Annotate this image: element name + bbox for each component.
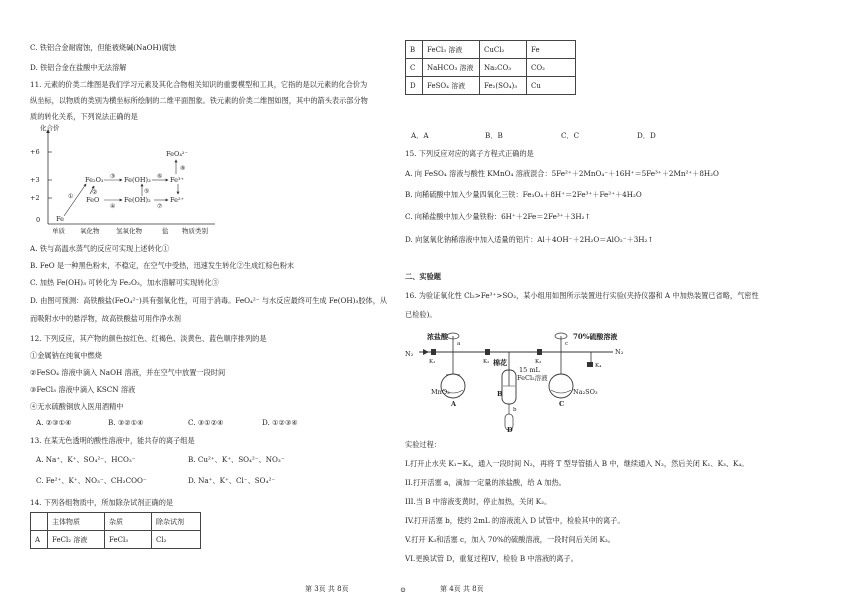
arrow-label-1: ① (68, 193, 74, 200)
q12-option-d: D. ①②③④ (262, 418, 298, 427)
table-header-cell: 主体物质 (48, 513, 105, 531)
q15-option-b: B. 向稀硫酸中加入少量四氧化三铁：Fe₃O₄＋8H⁺＝2Fe³⁺＋Fe²⁺＋4H₂O (405, 190, 642, 199)
step-5: V.打开 K₃和活塞 c，加入 70%的硫酸溶液，一段时间后关闭 K₃。 (405, 535, 615, 544)
table-row (406, 59, 576, 77)
label-k3: K₃ (535, 359, 542, 365)
q12-option-a: A. ②③①④ (36, 418, 72, 427)
table-header-cell: 除杂试剂 (152, 513, 201, 531)
label-n2-left: N₂ (405, 350, 414, 358)
xtick-hydroxide: 氢氧化物 (116, 227, 142, 235)
label-b: B (497, 390, 503, 398)
step-6: VI.更换试管 D，重复过程IV，检验 B 中溶液的离子。 (405, 554, 578, 563)
process-title: 实验过程： (405, 440, 441, 449)
q16-stem-line2: 已检验)。 (405, 310, 437, 319)
label-k4: K₄ (595, 363, 602, 369)
q11-option-b: B. FeO 是一种黑色粉末，不稳定，在空气中受热，迅速发生转化②生成红棕色粉末 (30, 261, 295, 270)
species-fe3: Fe³⁺ (170, 176, 185, 184)
q11-option-a: A. 铁与高温水蒸气的反应可实现上述转化① (30, 244, 170, 253)
table-cell: Na₂CO₃ (480, 59, 527, 77)
q14-table-part1 (30, 512, 201, 549)
q10-option-d: D. 铁铝合金在盐酸中无法溶解 (30, 63, 127, 72)
q13-stem: 13. 在某无色透明的酸性溶液中，能共存的离子组是 (30, 436, 195, 445)
q12-item-2: ②FeSO₄ 溶液中滴入 NaOH 溶液，并在空气中放置一段时间 (30, 368, 226, 377)
step-3: III.当 B 中溶液变黄时，停止加热，关闭 K₂。 (405, 497, 552, 506)
table-header-cell (31, 513, 48, 531)
species-fe: Fe (56, 215, 65, 223)
arrow-label-2: ② (92, 189, 98, 196)
xtick-element: 单质 (52, 227, 65, 235)
label-valve-b: b (513, 407, 517, 413)
arrow-label-3: ③ (110, 173, 116, 180)
q15-option-c: C. 向稀盐酸中加入少量铁粉：6H⁺＋2Fe＝2Fe³⁺＋3H₂↑ (405, 212, 591, 221)
iron-valence-diagram (30, 124, 220, 238)
table-cell: B (406, 41, 423, 59)
label-na2so3: Na₂SO₃ (573, 388, 598, 396)
label-cotton: 棉花 (493, 358, 507, 367)
table-cell: D (406, 77, 423, 95)
label-fecl2: FeCl₂溶液 (517, 374, 548, 382)
q14-table-part2 (405, 40, 576, 95)
q14-option-b: B．B (485, 131, 503, 140)
label-mno2: MnO₂ (431, 388, 450, 396)
species-feoh2: Fe(OH)₂ (124, 196, 151, 204)
q12-item-3: ③FeCl₃ 溶液中滴入 KSCN 溶液 (30, 385, 136, 394)
label-c: C (559, 400, 565, 408)
arrow-label-7: ⑦ (157, 203, 163, 210)
ytick-0: 0 (36, 216, 41, 224)
q11-option-d-cont: 而吸附水中的悬浮物，故高铁酸盐可用作净水剂 (30, 314, 181, 323)
label-k2: K₂ (483, 359, 490, 365)
label-conc-hcl: 浓盐酸 (427, 332, 448, 341)
label-volume: 15 mL (519, 366, 540, 374)
q12-option-c: C. ③①②④ (188, 418, 224, 427)
table-cell: FeCl₃ (105, 531, 152, 549)
q14-option-d: D．D (637, 131, 656, 140)
arrow-label-5: ⑤ (144, 188, 150, 195)
q15-stem: 15. 下列反应对应的离子方程式正确的是 (405, 149, 534, 158)
q13-option-a: A. Na⁺、K⁺、SO₄²⁻、HCO₃⁻ (36, 455, 136, 464)
table-cell: FeSO₄ 溶液 (423, 77, 480, 95)
q16-stem-line1: 16. 为验证氧化性 Cl₂>Fe³⁺>SO₂，某小组用如图所示装置进行实验(夹持仪器和 A 中加热装置已省略，气密性 (405, 291, 759, 300)
label-d: D (507, 426, 513, 434)
table-cell: Fe₂(SO₄)₃ (480, 77, 527, 95)
xtick-salt: 盐 (162, 227, 169, 235)
q11-option-c: C. 加热 Fe(OH)₃ 可转化为 Fe₂O₃，加水溶解可实现转化③ (30, 278, 219, 287)
section-heading: 二、实验题 (405, 272, 441, 281)
species-fe2: Fe²⁺ (170, 196, 185, 204)
species-feo: FeO (86, 196, 100, 204)
q13-option-c: C. Fe²⁺、K⁺、NO₃⁻、CH₃COO⁻ (36, 476, 147, 485)
q12-stem: 12. 下列反应，其产物的颜色按红色、红褐色、淡黄色、蓝色顺序排列的是 (30, 334, 267, 343)
q14-stem: 14. 下列各组物质中，所加除杂试剂正确的是 (30, 498, 174, 507)
step-2: II.打开活塞 a，滴加一定量的浓盐酸，给 A 加热。 (405, 478, 566, 487)
center-mark: ⊙ (400, 586, 406, 594)
table-row (31, 531, 201, 549)
table-cell: Fe (527, 41, 576, 59)
arrow-label-8: ⑧ (180, 165, 186, 172)
q14-option-a: A．A (411, 131, 429, 140)
table-header-row (31, 513, 201, 531)
q15-option-d: D. 向氢氧化钠稀溶液中加入适量的铝片：Al＋4OH⁻＋2H₂O＝AlO₂⁻＋3H₂↑ (405, 235, 654, 244)
diagram-ylabel: 化合价 (40, 124, 60, 132)
q12-item-1: ①金属钠在纯氧中燃烧 (30, 351, 102, 360)
table-cell: C (406, 59, 423, 77)
ytick-3: +3 (30, 176, 40, 184)
table-cell: CuCl₂ (480, 41, 527, 59)
label-valve-c: c (565, 341, 569, 347)
table-cell: A (31, 531, 48, 549)
q11-stem-line1: 11. 元素的价类二维图是我们学习元素及其化合物相关知识的重要模型和工具，它指的是以元素的化合价为 (30, 80, 368, 89)
table-row (406, 77, 576, 95)
xtick-oxide: 氧化物 (80, 227, 100, 235)
ytick-6: +6 (30, 148, 40, 156)
apparatus-diagram (405, 330, 645, 436)
q11-stem-line2: 纵坐标，以物质的类别为横坐标所绘制的二维平面图象。铁元素的价类二维图如图，其中的箭头表示部分物 (30, 96, 368, 105)
species-fe2o3: Fe₂O₃ (85, 176, 104, 184)
table-row (406, 41, 576, 59)
q13-option-d: D. Na⁺、K⁺、Cl⁻、SO₄²⁻ (188, 476, 276, 485)
footer-page-4: 第 4页 共 8页 (440, 585, 484, 593)
xtick-class: 物质类别 (182, 227, 208, 235)
q10-option-c: C. 铁铝合金耐腐蚀，但能被烧碱(NaOH)腐蚀 (30, 43, 176, 52)
arrow-label-6: ⑥ (157, 173, 163, 180)
q15-option-a: A. 向 FeSO₄ 溶液与酸性 KMnO₄ 溶液混合：5Fe²⁺＋2MnO₄⁻＋16H⁺＝5Fe³⁺＋2Mn²⁺＋8H₂O (405, 169, 719, 178)
q12-item-4: ④无水硫酸铜放入医用酒精中 (30, 402, 124, 411)
label-h2so4: 70%硫酸溶液 (573, 332, 618, 341)
table-cell: FeCl₂ 溶液 (48, 531, 105, 549)
species-feo4: FeO₄²⁻ (166, 150, 188, 158)
table-cell: FeCl₃ 溶液 (423, 41, 480, 59)
arrow-label-4: ④ (110, 203, 116, 210)
species-feoh3: Fe(OH)₃ (124, 176, 151, 184)
table-cell: Cl₂ (152, 531, 201, 549)
footer-page-3: 第 3页 共 8页 (305, 585, 349, 593)
table-cell: NaHCO₃ 溶液 (423, 59, 480, 77)
step-4: IV.打开活塞 b，使约 2mL 的溶液流入 D 试管中，检验其中的离子。 (405, 516, 625, 525)
table-cell: Cu (527, 77, 576, 95)
q13-option-b: B. Cu²⁺、K⁺、SO₄²⁻、NO₃⁻ (188, 455, 285, 464)
ytick-2: +2 (30, 194, 40, 202)
label-k1: K₁ (429, 359, 436, 365)
step-1: I.打开止水夹 K₁~K₄，通入一段时间 N₂，再将 T 型导管插入 B 中，继续通入 N₂，然后关闭 K₁、K₃、K₄。 (405, 459, 749, 468)
table-header-cell: 杂质 (105, 513, 152, 531)
table-cell: CO₂ (527, 59, 576, 77)
label-a: A (451, 400, 457, 408)
q12-option-b: B. ③②①④ (108, 418, 144, 427)
q14-option-c: C．C (561, 131, 580, 140)
q11-stem-line3: 质的转化关系，下列说法正确的是 (30, 112, 138, 121)
label-n2-right: N₂ (615, 348, 624, 356)
label-valve-a: a (457, 341, 461, 347)
q11-option-d: D. 由图可预测：高铁酸盐(FeO₄²⁻)具有强氧化性，可用于消毒。FeO₄²⁻ 与水反应最终可生成 Fe(OH)₃胶体，从 (30, 296, 388, 305)
